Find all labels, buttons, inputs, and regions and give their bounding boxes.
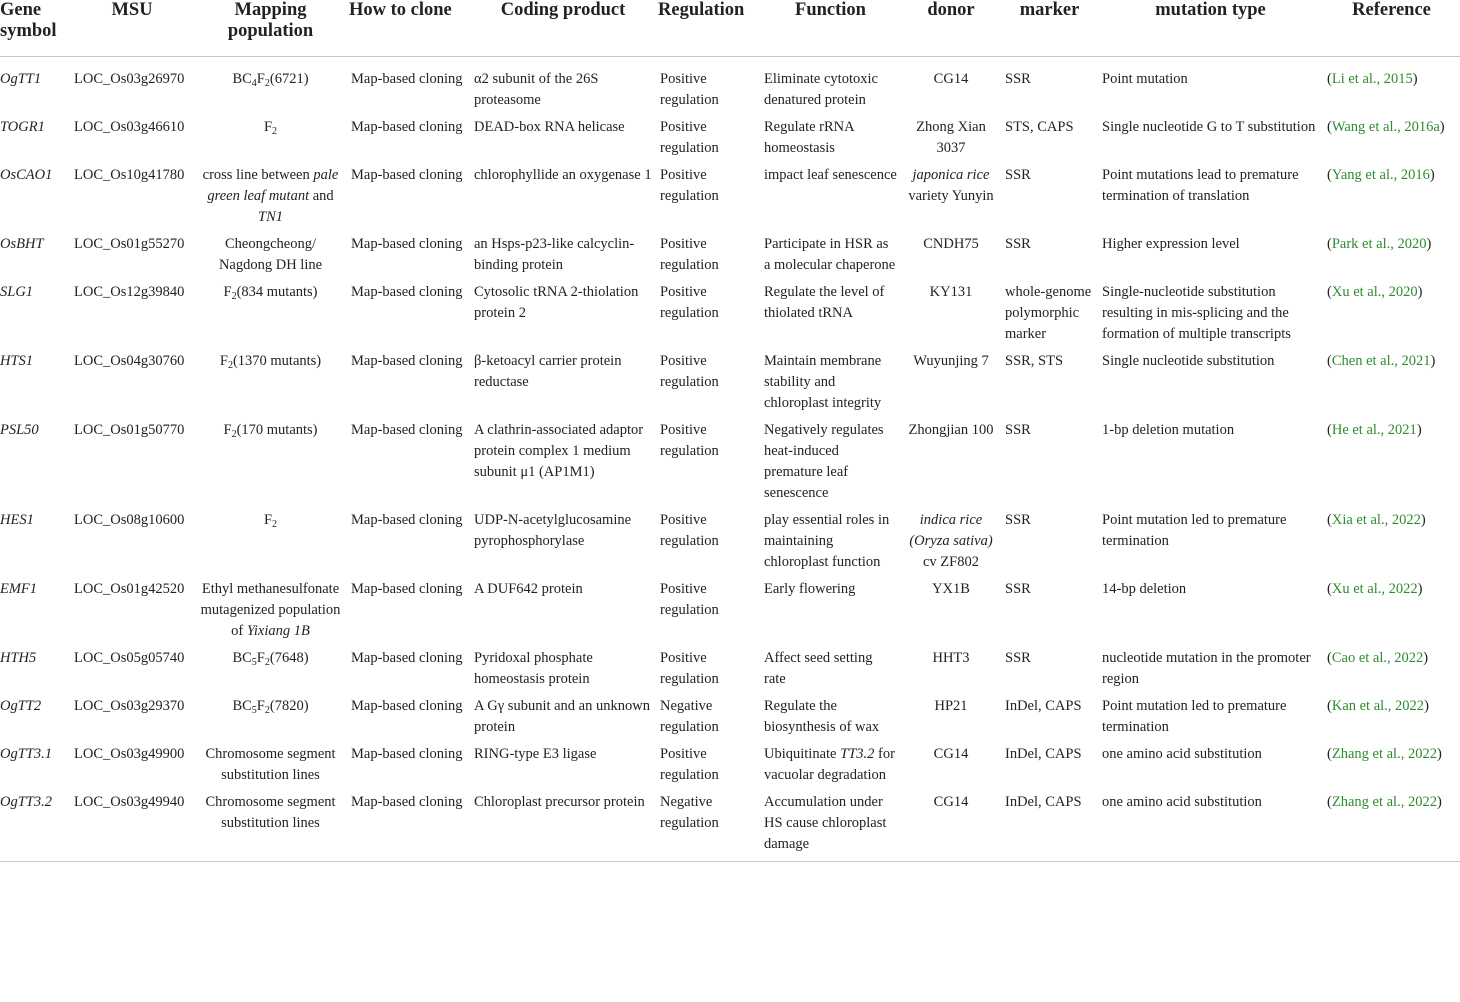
cell-regulation: Positive regulation <box>660 167 719 204</box>
cell-function: play essential roles in maintaining chloroplast function <box>764 512 890 570</box>
table-row <box>0 510 1460 579</box>
cell-msu: LOC_Os03g49940 <box>70 792 194 862</box>
cell-how-to-clone: Map-based cloning <box>351 284 463 300</box>
reference-link[interactable]: Xia et al., 2022 <box>1331 512 1421 528</box>
cell-mutation-type: 1-bp deletion mutation <box>1102 422 1235 438</box>
table-row <box>0 282 1460 351</box>
cell-coding-product: α2 subunit of the 26S proteasome <box>474 71 599 108</box>
cell-mapping-population: $F_2(1370$ mutants) <box>219 353 322 371</box>
reference-link[interactable]: Li et al., 2015 <box>1331 71 1413 87</box>
cell-coding-product: A clathrin-associated adaptor protein complex 1 medium subunit μ1 (AP1M1) <box>474 422 644 480</box>
table-row <box>0 117 1460 165</box>
cell-mapping-population: $BC_5F_2(7648)$ <box>232 650 309 668</box>
cell-mutation-type: Single nucleotide G to T substitution <box>1102 119 1316 135</box>
cell-msu: LOC_Os03g26970 <box>74 71 185 87</box>
cell-gene-symbol: EMF1 <box>0 581 38 597</box>
cell-coding-product: an Hsps-p23-like calcyclin-binding protein <box>474 236 635 273</box>
cell-gene-symbol: HTS1 <box>0 353 34 369</box>
cell-how-to-clone: Map-based cloning <box>351 698 463 714</box>
cell-reference: (Kan et al., 2022) <box>1327 698 1429 714</box>
cell-gene-symbol: OgTT2 <box>0 698 42 714</box>
cell-how-to-clone: Map-based cloning <box>351 650 463 666</box>
cell-coding-product: UDP-N-acetylglucosamine pyrophosphorylase <box>474 512 632 549</box>
cell-how-to-clone: Map-based cloning <box>351 236 463 252</box>
cell-gene-symbol: OgTT3.1 <box>0 746 52 762</box>
cell-msu: LOC_Os05g05740 <box>74 650 185 666</box>
cell-how-to-clone: Map-based cloning <box>351 353 463 369</box>
header-row <box>0 0 1460 57</box>
cell-gene-symbol: SLG1 <box>0 284 34 300</box>
cell-reference: (Cao et al., 2022) <box>1327 650 1429 666</box>
cell-reference: (Wang et al., 2016a) <box>1327 119 1445 135</box>
reference-link[interactable]: Cao et al., 2022 <box>1331 650 1424 666</box>
cell-mutation-type: Single nucleotide substitution <box>1102 353 1275 369</box>
cell-regulation: Positive regulation <box>660 236 719 273</box>
cell-donor: CNDH75 <box>923 236 979 252</box>
cell-regulation: Positive regulation <box>660 581 719 618</box>
cell-gene-symbol: HES1 <box>0 512 34 528</box>
cell-mutation-type: Point mutation led to premature termination <box>1102 512 1287 549</box>
header-msu: MSU <box>70 0 194 57</box>
cell-mapping-population: cross line between pale green leaf mutant and TN1 <box>202 167 339 225</box>
cell-regulation: Positive regulation <box>660 746 719 783</box>
cell-regulation: Positive regulation <box>660 422 719 459</box>
cell-donor: HP21 <box>934 698 968 714</box>
cell-mutation-type: 14-bp deletion <box>1102 581 1187 597</box>
cell-regulation: Positive regulation <box>660 512 719 549</box>
cell-coding-product: DEAD-box RNA helicase <box>474 119 625 135</box>
cell-coding-product: chlorophyllide an oxygenase 1 <box>474 167 652 183</box>
cell-regulation: Positive regulation <box>660 650 719 687</box>
cell-mapping-population: $F_2(170$ mutants) <box>223 422 318 440</box>
cell-mutation-type: Point mutation <box>1102 71 1188 87</box>
cell-mutation-type: one amino acid substitution <box>1098 792 1323 862</box>
cell-function: Regulate the biosynthesis of wax <box>764 698 880 735</box>
cell-how-to-clone: Map-based cloning <box>351 581 463 597</box>
cell-coding-product: Chloroplast precursor protein <box>470 792 656 862</box>
table-row <box>0 744 1460 792</box>
cell-regulation: Positive regulation <box>660 353 719 390</box>
reference-link[interactable]: Xu et al., 2020 <box>1331 284 1418 300</box>
cell-donor: Zhongjian 100 <box>908 422 994 438</box>
cell-mapping-population: $BC_4F_2(6721)$ <box>232 71 309 89</box>
table-row <box>0 696 1460 744</box>
cell-msu: LOC_Os01g55270 <box>74 236 185 252</box>
cell-reference: (Zhang et al., 2022) <box>1323 792 1460 862</box>
cell-function: Eliminate cytotoxic denatured protein <box>764 71 878 108</box>
cell-gene-symbol: OsCAO1 <box>0 167 53 183</box>
cell-marker: SSR <box>1005 650 1031 666</box>
table-row <box>0 351 1460 420</box>
cell-marker: SSR <box>1005 422 1031 438</box>
cell-how-to-clone: Map-based cloning <box>351 71 463 87</box>
reference-link[interactable]: He et al., 2021 <box>1331 422 1417 438</box>
cell-how-to-clone: Map-based cloning <box>351 422 463 438</box>
cell-reference: (Zhang et al., 2022) <box>1327 746 1442 762</box>
cell-how-to-clone: Map-based cloning <box>351 512 463 528</box>
cell-marker: SSR <box>1005 71 1031 87</box>
cell-donor: HHT3 <box>932 650 970 666</box>
table-row <box>0 234 1460 282</box>
cell-gene-symbol: OgTT3.2 <box>0 792 70 862</box>
table-row <box>0 57 1460 118</box>
cell-msu: LOC_Os01g50770 <box>74 422 185 438</box>
cell-mapping-population: $F_2(834$ mutants) <box>223 284 318 302</box>
cell-mapping-population: Chromosome segment substitution lines <box>194 792 347 862</box>
cell-gene-symbol: TOGR1 <box>0 119 45 135</box>
cell-gene-symbol: OgTT1 <box>0 71 42 87</box>
cell-mutation-type: one amino acid substitution <box>1102 746 1262 762</box>
cell-reference: (Li et al., 2015) <box>1327 71 1418 87</box>
cell-function: Regulate rRNA homeostasis <box>764 119 854 156</box>
header-regulation: Regulation <box>656 0 760 57</box>
cell-donor: CG14 <box>933 71 969 87</box>
cell-mapping-population: Chromosome segment substitution lines <box>205 746 336 783</box>
table-row <box>0 165 1460 234</box>
cell-mutation-type: Higher expression level <box>1102 236 1240 252</box>
cell-mapping-population: $BC_5F_2(7820)$ <box>232 698 309 716</box>
table-row <box>0 648 1460 696</box>
cell-coding-product: β-ketoacyl carrier protein reductase <box>474 353 622 390</box>
cell-coding-product: RING-type E3 ligase <box>474 746 597 762</box>
cell-msu: LOC_Os10g41780 <box>74 167 185 183</box>
cell-marker: InDel, CAPS <box>1001 792 1098 862</box>
cell-function: Ubiquitinate TT3.2 for vacuolar degradation <box>764 746 895 783</box>
cell-gene-symbol: HTH5 <box>0 650 37 666</box>
cell-marker: SSR <box>1005 581 1031 597</box>
cell-mutation-type: Point mutations lead to premature termination of translation <box>1102 167 1299 204</box>
header-marker: marker <box>1001 0 1098 57</box>
table-row <box>0 579 1460 648</box>
cell-regulation: Positive regulation <box>660 71 719 108</box>
cell-function: Regulate the level of thiolated tRNA <box>764 284 885 321</box>
cell-donor: YX1B <box>932 581 970 597</box>
cell-regulation: Negative regulation <box>656 792 760 862</box>
header-donor: donor <box>901 0 1001 57</box>
cell-msu: LOC_Os03g29370 <box>74 698 185 714</box>
cell-function: Participate in HSR as a molecular chaperone <box>764 236 896 273</box>
cell-reference: (Xu et al., 2020) <box>1327 284 1423 300</box>
table-row <box>0 420 1460 510</box>
reference-link[interactable]: Zhang et al., 2022 <box>1331 746 1437 762</box>
cell-reference: (Xu et al., 2022) <box>1327 581 1423 597</box>
cell-function: Maintain membrane stability and chloroplast integrity <box>764 353 882 411</box>
cell-reference: (Chen et al., 2021) <box>1327 353 1436 369</box>
cell-donor: Zhong Xian 3037 <box>916 119 986 156</box>
cell-function: Negatively regulates heat-induced premature leaf senescence <box>764 422 884 501</box>
cell-msu: LOC_Os04g30760 <box>74 353 185 369</box>
cell-coding-product: A DUF642 protein <box>474 581 583 597</box>
header-coding-product: Coding product <box>470 0 656 57</box>
cell-donor: Wuyunjing 7 <box>913 353 989 369</box>
cell-coding-product: Cytosolic tRNA 2-thiolation protein 2 <box>474 284 639 321</box>
cell-how-to-clone: Map-based cloning <box>351 119 463 135</box>
cell-msu: LOC_Os03g49900 <box>74 746 185 762</box>
cell-marker: STS, CAPS <box>1005 119 1074 135</box>
cell-mapping-population: $F_2$ <box>263 119 278 137</box>
cell-how-to-clone: Map-based cloning <box>351 167 463 183</box>
cell-msu: LOC_Os01g42520 <box>74 581 185 597</box>
cell-reference: (He et al., 2021) <box>1327 422 1422 438</box>
reference-link[interactable]: Kan et al., 2022 <box>1331 698 1425 714</box>
cell-regulation: Positive regulation <box>660 284 719 321</box>
cell-marker: InDel, CAPS <box>1005 698 1082 714</box>
table-row <box>0 792 1460 862</box>
cell-marker: SSR <box>1005 167 1031 183</box>
cell-regulation: Positive regulation <box>660 119 719 156</box>
header-mutation-type: mutation type <box>1098 0 1323 57</box>
cell-mutation-type: Point mutation led to premature termination <box>1102 698 1287 735</box>
cell-mutation-type: nucleotide mutation in the promoter region <box>1102 650 1311 687</box>
cell-marker: SSR <box>1005 236 1031 252</box>
header-reference: Reference <box>1323 0 1460 57</box>
cell-mapping-population: Cheongcheong/ Nagdong DH line <box>218 236 323 273</box>
cell-donor: KY131 <box>929 284 973 300</box>
cell-msu: LOC_Os08g10600 <box>74 512 185 528</box>
cell-coding-product: Pyridoxal phosphate homeostasis protein <box>474 650 593 687</box>
cell-reference: (Xia et al., 2022) <box>1327 512 1426 528</box>
cell-function: Early flowering <box>764 581 856 597</box>
cell-mapping-population: $F_2$ <box>263 512 278 530</box>
cell-donor: CG14 <box>901 792 1001 862</box>
cell-msu: LOC_Os03g46610 <box>74 119 185 135</box>
cell-regulation: Negative regulation <box>660 698 719 735</box>
header-function: Function <box>760 0 901 57</box>
cell-gene-symbol: OsBHT <box>0 236 44 252</box>
cell-mutation-type: Single-nucleotide substitution resulting in mis-splicing and the formation of multiple transcripts <box>1102 284 1291 342</box>
reference-link[interactable]: Zhang et al., 2022 <box>1331 794 1437 810</box>
cell-marker: SSR, STS <box>1005 353 1064 369</box>
reference-link[interactable]: Xu et al., 2022 <box>1331 581 1418 597</box>
cell-coding-product: A Gγ subunit and an unknown protein <box>474 698 650 735</box>
reference-link[interactable]: Yang et al., 2016 <box>1331 167 1430 183</box>
table-body <box>0 57 1460 862</box>
cell-how-to-clone: Map-based cloning <box>351 746 463 762</box>
cell-mapping-population: Ethyl methanesulfonate mutagenized population of Yixiang 1B <box>200 581 341 639</box>
cell-function: Accumulation under HS cause chloroplast damage <box>760 792 901 862</box>
cell-marker: whole-genome polymorphic marker <box>1005 284 1092 342</box>
header-gene-symbol: Gene symbol <box>0 0 70 57</box>
cell-function: impact leaf senescence <box>764 167 897 183</box>
cell-reference: (Park et al., 2020) <box>1327 236 1432 252</box>
reference-link[interactable]: Wang et al., 2016a <box>1331 119 1440 135</box>
cell-how-to-clone: Map-based cloning <box>347 792 470 862</box>
cell-donor: indica rice (Oryza sativa) cv ZF802 <box>909 512 993 570</box>
cell-reference: (Yang et al., 2016) <box>1327 167 1435 183</box>
header-how-to-clone: How to clone <box>347 0 470 57</box>
reference-link[interactable]: Chen et al., 2021 <box>1331 353 1431 369</box>
cell-msu: LOC_Os12g39840 <box>74 284 185 300</box>
cell-function: Affect seed setting rate <box>764 650 873 687</box>
reference-link[interactable]: Park et al., 2020 <box>1331 236 1427 252</box>
cell-marker: SSR <box>1005 512 1031 528</box>
cell-gene-symbol: PSL50 <box>0 422 39 438</box>
cell-marker: InDel, CAPS <box>1005 746 1082 762</box>
cell-donor: CG14 <box>933 746 969 762</box>
header-mapping-population: Mapping population <box>194 0 347 57</box>
cell-donor: japonica rice variety Yunyin <box>908 167 994 204</box>
